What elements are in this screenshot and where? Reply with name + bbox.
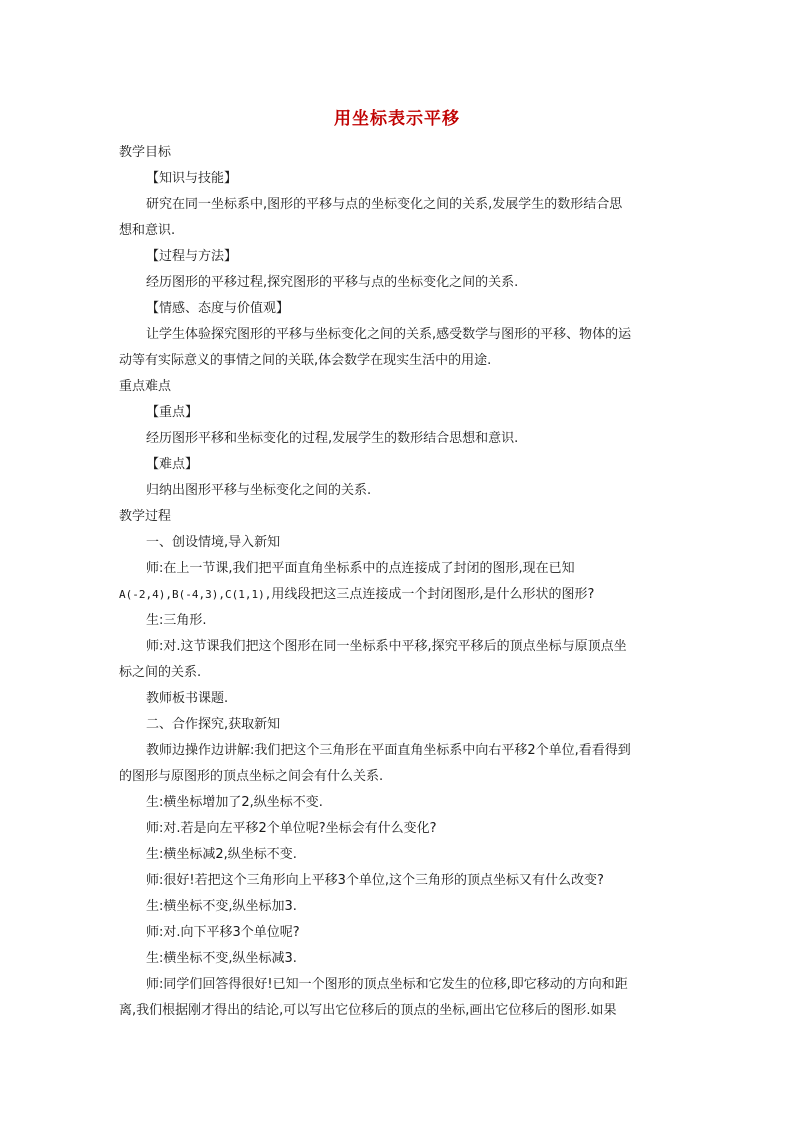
paragraph-line: 生:横坐标减2,纵坐标不变. xyxy=(146,847,297,862)
subheading-knowledge-skills: 【知识与技能】 xyxy=(146,171,238,186)
paragraph-line: 教师边操作边讲解:我们把这个三角形在平面直角坐标系中向右平移2个单位,看看得到 xyxy=(146,743,631,758)
section-heading-objectives: 教学目标 xyxy=(119,145,172,160)
paragraph-line: 标之间的关系. xyxy=(119,665,202,680)
step-heading-2: 二、合作探究,获取新知 xyxy=(146,717,281,732)
paragraph-line: 师:在上一节课,我们把平面直角坐标系中的点连接成了封闭的图形,现在已知 xyxy=(146,561,575,576)
paragraph-line: 师:对.向下平移3个单位呢? xyxy=(146,925,300,940)
coordinates-line xyxy=(119,587,594,603)
paragraph-line: 师:对.若是向左平移2个单位呢?坐标会有什么变化? xyxy=(146,821,437,836)
paragraph-line: 生:横坐标不变,纵坐标加3. xyxy=(146,899,297,914)
page-title: 用坐标表示平移 xyxy=(334,109,460,129)
paragraph-line: 的图形与原图形的顶点坐标之间会有什么关系. xyxy=(119,769,384,784)
paragraph-line: 教师板书课题. xyxy=(146,691,229,706)
paragraph-line: 研究在同一坐标系中,图形的平移与点的坐标变化之间的关系,发展学生的数形结合思 xyxy=(146,197,623,212)
paragraph-line: 生:三角形. xyxy=(146,613,207,628)
paragraph-line: 让学生体验探究图形的平移与坐标变化之间的关系,感受数学与图形的平移、物体的运 xyxy=(146,327,632,342)
paragraph-line: 动等有实际意义的事情之间的关联,体会数学在现实生活中的用途. xyxy=(119,353,492,368)
paragraph-line: 生:横坐标增加了2,纵坐标不变. xyxy=(146,795,323,810)
coordinates-text: A(-2,4),B(-4,3),C(1,1), xyxy=(119,588,272,601)
paragraph-line: 经历图形的平移过程,探究图形的平移与点的坐标变化之间的关系. xyxy=(146,275,519,290)
section-heading-key-points: 重点难点 xyxy=(119,379,172,394)
step-heading-1: 一、创设情境,导入新知 xyxy=(146,535,281,550)
section-heading-process: 教学过程 xyxy=(119,509,172,524)
paragraph-line: 归纳出图形平移与坐标变化之间的关系. xyxy=(146,483,372,498)
subheading-process-method: 【过程与方法】 xyxy=(146,249,238,264)
subheading-emotion-values: 【情感、态度与价值观】 xyxy=(146,301,290,316)
paragraph-line: 生:横坐标不变,纵坐标减3. xyxy=(146,951,297,966)
paragraph-line: 师:同学们回答得很好!已知一个图形的顶点坐标和它发生的位移,即它移动的方向和距 xyxy=(146,977,628,992)
paragraph-line: 师:很好!若把这个三角形向上平移3个单位,这个三角形的顶点坐标又有什么改变? xyxy=(146,873,604,888)
subheading-key-point: 【重点】 xyxy=(146,405,199,420)
paragraph-line: 想和意识. xyxy=(119,223,176,238)
paragraph-line: 师:对.这节课我们把这个图形在同一坐标系中平移,探究平移后的顶点坐标与原顶点坐 xyxy=(146,639,627,654)
paragraph-line: 离,我们根据刚才得出的结论,可以写出它位移后的顶点的坐标,画出它位移后的图形.如果 xyxy=(119,1003,617,1018)
paragraph-line: 经历图形平移和坐标变化的过程,发展学生的数形结合思想和意识. xyxy=(146,431,519,446)
subheading-difficulty: 【难点】 xyxy=(146,457,199,472)
paragraph-line: 用线段把这三点连接成一个封闭图形,是什么形状的图形? xyxy=(271,587,595,602)
